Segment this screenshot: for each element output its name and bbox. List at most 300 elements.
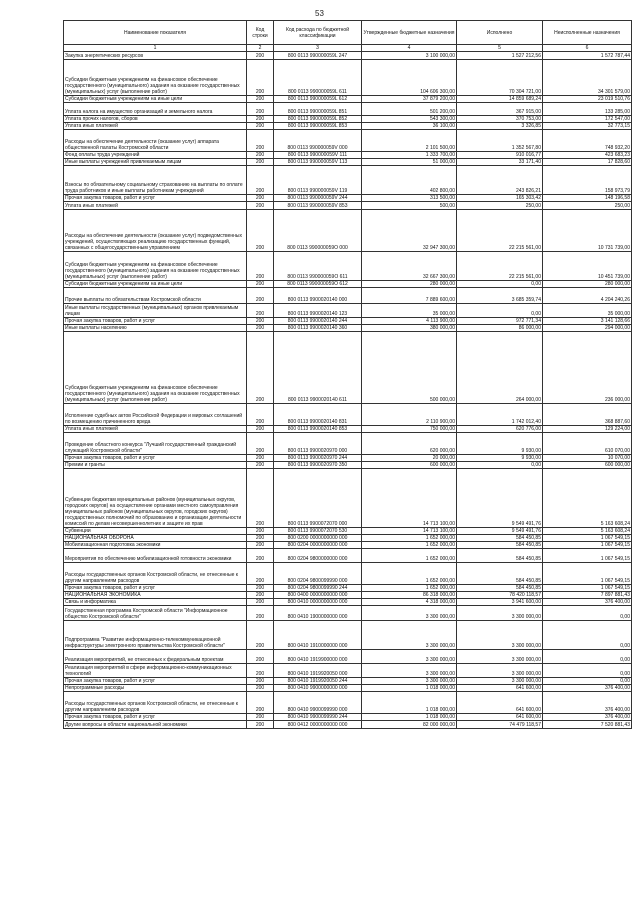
row-name: Уплата иных платежей [64, 123, 247, 130]
row-unexecuted-amount: 1 067 549,15 [543, 585, 632, 592]
row-name: Непрограммные расходы [64, 685, 247, 692]
row-code: 200 [247, 714, 274, 721]
row-unexecuted-amount: 423 683,23 [543, 152, 632, 159]
row-approved-amount: 82 000 000,00 [362, 721, 457, 729]
row-executed-amount: 3 300 000,00 [457, 621, 543, 650]
row-executed-amount: 9 549 491,76 [457, 528, 543, 535]
row-name: Премии и гранты [64, 462, 247, 469]
page-number: 53 [315, 9, 324, 18]
row-unexecuted-amount: 376 400,00 [543, 599, 632, 606]
row-name: Прочая закупка товаров, работ и услуг [64, 455, 247, 462]
row-executed-amount: 264 000,00 [457, 332, 543, 404]
row-approved-amount: 3 300 000,00 [362, 606, 457, 621]
row-code: 200 [247, 304, 274, 318]
table-row [64, 528, 632, 535]
row-executed-amount: 250,00 [457, 202, 543, 210]
table-row [64, 721, 632, 729]
row-approved-amount: 600 000,00 [362, 462, 457, 469]
row-classification-code: 800 0113 990000059O 000 [274, 210, 362, 252]
row-unexecuted-amount: 600 000,00 [543, 462, 632, 469]
row-unexecuted-amount: 236 000,00 [543, 332, 632, 404]
row-unexecuted-amount: 32 773,15 [543, 123, 632, 130]
row-approved-amount: 14 713 100,00 [362, 528, 457, 535]
row-executed-amount: 9 930,00 [457, 455, 543, 462]
row-code: 200 [247, 685, 274, 692]
row-approved-amount: 501 200,00 [362, 103, 457, 116]
row-executed-amount: 78 420 118,57 [457, 592, 543, 599]
row-name: Уплата прочих налогов, сборов [64, 116, 247, 123]
row-classification-code: 800 0113 990000059V 853 [274, 202, 362, 210]
row-unexecuted-amount: 7 897 881,43 [543, 592, 632, 599]
table-row [64, 332, 632, 404]
row-executed-amount: 367 915,00 [457, 103, 543, 116]
row-code: 200 [247, 404, 274, 426]
row-name: Прочая закупка товаров, работ и услуг [64, 585, 247, 592]
header-unexecuted: Неисполненные назначения [543, 21, 632, 45]
row-code: 200 [247, 606, 274, 621]
row-code: 200 [247, 599, 274, 606]
row-approved-amount: 3 300 000,00 [362, 621, 457, 650]
row-approved-amount: 750 000,00 [362, 426, 457, 433]
row-code: 200 [247, 678, 274, 685]
table-row [64, 606, 632, 621]
row-classification-code: 800 0410 1900000000 000 [274, 606, 362, 621]
table-row [64, 166, 632, 195]
row-approved-amount: 36 100,00 [362, 123, 457, 130]
row-classification-code: 800 0113 9900020140 244 [274, 318, 362, 325]
table-row [64, 650, 632, 664]
column-number: 6 [543, 45, 632, 52]
table-row [64, 152, 632, 159]
row-approved-amount: 620 000,00 [362, 433, 457, 455]
budget-execution-table [63, 20, 632, 729]
row-approved-amount: 500 000,00 [362, 332, 457, 404]
row-executed-amount: 0,00 [457, 304, 543, 318]
table-row [64, 592, 632, 599]
table-row [64, 60, 632, 96]
row-executed-amount: 165 303,42 [457, 195, 543, 202]
row-classification-code: 800 0113 9900020140 831 [274, 404, 362, 426]
row-code: 200 [247, 96, 274, 103]
row-name: НАЦИОНАЛЬНАЯ ОБОРОНА [64, 535, 247, 542]
row-executed-amount: 584 450,85 [457, 542, 543, 549]
row-approved-amount: 500,00 [362, 202, 457, 210]
row-name: Фонд оплаты труда учреждений [64, 152, 247, 159]
column-number: 2 [247, 45, 274, 52]
header-name: Наименование показателя [64, 21, 247, 45]
row-executed-amount: 243 826,21 [457, 166, 543, 195]
row-executed-amount: 370 753,00 [457, 116, 543, 123]
row-classification-code: 800 0113 990000059L 611 [274, 60, 362, 96]
row-approved-amount: 1 652 000,00 [362, 563, 457, 585]
row-classification-code: 800 0113 990000059V 000 [274, 130, 362, 152]
row-unexecuted-amount: 1 067 549,15 [543, 535, 632, 542]
row-executed-amount: 620 776,00 [457, 426, 543, 433]
row-approved-amount: 3 100 000,00 [362, 52, 457, 60]
row-unexecuted-amount: 23 019 510,76 [543, 96, 632, 103]
row-classification-code: 800 0113 990000059O 612 [274, 281, 362, 288]
row-executed-amount: 641 600,00 [457, 692, 543, 714]
row-unexecuted-amount: 1 067 549,15 [543, 549, 632, 563]
row-unexecuted-amount: 10 451 739,00 [543, 252, 632, 281]
row-classification-code: 800 0410 0000000000 000 [274, 599, 362, 606]
row-classification-code: 800 0113 990000059L 247 [274, 52, 362, 60]
row-executed-amount: 0,00 [457, 462, 543, 469]
row-unexecuted-amount: 5 163 608,24 [543, 528, 632, 535]
table-row [64, 210, 632, 252]
row-executed-amount: 641 600,00 [457, 714, 543, 721]
table-row [64, 563, 632, 585]
row-unexecuted-amount: 1 067 549,15 [543, 542, 632, 549]
row-classification-code: 800 0113 9900020140 853 [274, 426, 362, 433]
row-name: Связь и информатика [64, 599, 247, 606]
row-name: Уплата налога на имущество организаций и земельного налога [64, 103, 247, 116]
table-row [64, 195, 632, 202]
table-row [64, 685, 632, 692]
row-name: Иные выплаты учреждений привлекаемым лицам [64, 159, 247, 166]
row-approved-amount: 1 018 000,00 [362, 692, 457, 714]
row-code: 200 [247, 288, 274, 304]
row-name: НАЦИОНАЛЬНАЯ ЭКОНОМИКА [64, 592, 247, 599]
table-row [64, 52, 632, 60]
row-code: 200 [247, 563, 274, 585]
row-name: Прочая закупка товаров, работ и услуг [64, 318, 247, 325]
row-unexecuted-amount: 172 547,00 [543, 116, 632, 123]
row-unexecuted-amount: 376 400,00 [543, 714, 632, 721]
row-name: Расходы государственных органов Костромской области, не отнесенные к другим направлениям расходов [64, 692, 247, 714]
row-executed-amount: 3 941 600,00 [457, 599, 543, 606]
row-code: 200 [247, 426, 274, 433]
table-row [64, 103, 632, 116]
row-code: 200 [247, 692, 274, 714]
row-classification-code: 800 0204 9800099990 244 [274, 585, 362, 592]
row-unexecuted-amount: 10 070,00 [543, 455, 632, 462]
row-name: Иные выплаты населению [64, 325, 247, 332]
row-name: Подпрограмма "Развитие информационно-телекоммуникационной инфраструктуры электронного правительства Костромской области" [64, 621, 247, 650]
row-name: Субсидии бюджетным учреждениям на финансовое обеспечение государственного (муниципального) задания на оказание государственных (муниципальных) услуг (выполнение работ) [64, 332, 247, 404]
row-approved-amount: 4 113 900,00 [362, 318, 457, 325]
row-name: Расходы на обеспечение деятельности (оказание услуг) подведомственных учреждений, осуществляющих реализацию государственных функций, связанных с общегосударственным управлением [64, 210, 247, 252]
row-approved-amount: 2 110 900,00 [362, 404, 457, 426]
row-unexecuted-amount: 0,00 [543, 606, 632, 621]
row-classification-code: 800 0410 1919900000 000 [274, 650, 362, 664]
row-approved-amount: 1 652 000,00 [362, 585, 457, 592]
row-code: 200 [247, 252, 274, 281]
row-approved-amount: 20 000,00 [362, 455, 457, 462]
row-code: 200 [247, 585, 274, 592]
row-classification-code: 800 0113 990000059L 612 [274, 96, 362, 103]
row-classification-code: 800 0410 1910000000 000 [274, 621, 362, 650]
row-approved-amount: 37 879 200,00 [362, 96, 457, 103]
row-name: Расходы государственных органов Костромской области, не отнесенные к другим направлениям расходов [64, 563, 247, 585]
row-name: Закупка энергетических ресурсов [64, 52, 247, 60]
table-row [64, 535, 632, 542]
row-unexecuted-amount: 17 828,60 [543, 159, 632, 166]
row-approved-amount: 543 300,00 [362, 116, 457, 123]
table-row [64, 325, 632, 332]
row-executed-amount: 33 171,40 [457, 159, 543, 166]
row-classification-code: 800 0113 9900020140 360 [274, 325, 362, 332]
row-name: Реализация мероприятий в сфере информационно-коммуникационных технологий [64, 664, 247, 678]
row-classification-code: 800 0113 990000059V 111 [274, 152, 362, 159]
table-row [64, 426, 632, 433]
row-classification-code: 800 0113 9900020970 000 [274, 433, 362, 455]
row-approved-amount: 2 101 500,00 [362, 130, 457, 152]
row-code: 200 [247, 592, 274, 599]
row-classification-code: 800 0410 1919920050 244 [274, 678, 362, 685]
row-code: 200 [247, 433, 274, 455]
row-approved-amount: 86 318 000,00 [362, 592, 457, 599]
row-code: 200 [247, 469, 274, 528]
row-executed-amount: 3 300 000,00 [457, 664, 543, 678]
row-unexecuted-amount: 0,00 [543, 664, 632, 678]
row-name: Иные выплаты государственных (муниципальных) органов привлекаемым лицам [64, 304, 247, 318]
row-code: 200 [247, 535, 274, 542]
table-header-row [64, 21, 632, 45]
row-name: Государственная программа Костромской области "Информационное общество Костромской области" [64, 606, 247, 621]
row-executed-amount: 3 300 000,00 [457, 678, 543, 685]
row-classification-code: 800 0412 0000000000 000 [274, 721, 362, 729]
header-code: Код строки [247, 21, 274, 45]
table-row [64, 288, 632, 304]
table-row [64, 202, 632, 210]
row-classification-code: 800 0113 9900020970 244 [274, 455, 362, 462]
row-classification-code: 800 0113 9900020140 123 [274, 304, 362, 318]
row-name: Субсидии бюджетным учреждениям на финансовое обеспечение государственного (муниципального) задания на оказание государственных (муниципальных) услуг (выполнение работ) [64, 60, 247, 96]
row-executed-amount: 22 215 561,00 [457, 252, 543, 281]
row-classification-code: 800 0200 0000000000 000 [274, 535, 362, 542]
row-executed-amount: 972 771,34 [457, 318, 543, 325]
table-row [64, 116, 632, 123]
table-row [64, 304, 632, 318]
row-approved-amount: 35 000,00 [362, 304, 457, 318]
table-row [64, 130, 632, 152]
table-row [64, 664, 632, 678]
row-code: 200 [247, 549, 274, 563]
row-name: Субвенции [64, 528, 247, 535]
row-classification-code: 800 0410 9900099990 244 [274, 714, 362, 721]
row-executed-amount: 910 016,77 [457, 152, 543, 159]
row-unexecuted-amount: 250,00 [543, 202, 632, 210]
row-code: 200 [247, 325, 274, 332]
row-approved-amount: 1 652 000,00 [362, 549, 457, 563]
row-approved-amount: 280 000,00 [362, 281, 457, 288]
row-name: Прочая закупка товаров, работ и услуг [64, 195, 247, 202]
row-code: 200 [247, 210, 274, 252]
table-row [64, 404, 632, 426]
row-name: Прочие выплаты по обязательствам Костромской области [64, 288, 247, 304]
row-name: Взносы по обязательному социальному страхованию на выплаты по оплате труда работников и иные выплаты работникам учреждений [64, 166, 247, 195]
row-approved-amount: 380 000,00 [362, 325, 457, 332]
row-classification-code: 800 0113 990000059V 244 [274, 195, 362, 202]
row-classification-code: 800 0113 990000059L 853 [274, 123, 362, 130]
row-unexecuted-amount: 34 301 579,00 [543, 60, 632, 96]
row-executed-amount: 9 930,00 [457, 433, 543, 455]
header-approved: Утвержденные бюджетные назначения [362, 21, 457, 45]
row-unexecuted-amount: 610 070,00 [543, 433, 632, 455]
row-approved-amount: 3 300 000,00 [362, 650, 457, 664]
row-unexecuted-amount: 748 932,20 [543, 130, 632, 152]
row-code: 200 [247, 542, 274, 549]
row-executed-amount: 3 326,85 [457, 123, 543, 130]
row-approved-amount: 3 300 000,00 [362, 664, 457, 678]
row-approved-amount: 313 500,00 [362, 195, 457, 202]
table-row [64, 281, 632, 288]
row-executed-amount: 1 742 012,40 [457, 404, 543, 426]
row-name: Субсидии бюджетным учреждениям на иные цели [64, 96, 247, 103]
table-row [64, 599, 632, 606]
table-row [64, 542, 632, 549]
row-approved-amount: 32 667 300,00 [362, 252, 457, 281]
row-classification-code: 800 0113 990000059L 851 [274, 103, 362, 116]
row-approved-amount: 51 000,00 [362, 159, 457, 166]
row-classification-code: 800 0204 0000000000 000 [274, 542, 362, 549]
row-code: 200 [247, 318, 274, 325]
row-approved-amount: 4 318 000,00 [362, 599, 457, 606]
table-row [64, 678, 632, 685]
row-approved-amount: 32 947 300,00 [362, 210, 457, 252]
row-name: Проведение областного конкурса "Лучший государственный гражданский служащий Костромской области" [64, 433, 247, 455]
row-name: Мобилизационная подготовка экономики [64, 542, 247, 549]
table-row [64, 621, 632, 650]
row-name: Прочая закупка товаров, работ и услуг [64, 678, 247, 685]
table-row [64, 692, 632, 714]
row-code: 200 [247, 123, 274, 130]
row-executed-amount: 22 215 561,00 [457, 210, 543, 252]
row-name: Расходы на обеспечение деятельности (оказание услуг) аппарата общественной палаты Костромской области [64, 130, 247, 152]
row-classification-code: 800 0113 990000059V 119 [274, 166, 362, 195]
row-classification-code: 800 0400 0000000000 000 [274, 592, 362, 599]
row-name: Субвенции бюджетам муниципальных районов (муниципальных округов, городских округов) на осуществление органами местного самоуправления муниципальных районов (муниципальных округов, городских округов) государственных полномочий по образованию и организации деятельности комиссий по делам несовершеннолетних и защите их прав [64, 469, 247, 528]
row-unexecuted-amount: 1 572 787,44 [543, 52, 632, 60]
header-executed: Исполнено [457, 21, 543, 45]
row-approved-amount: 1 652 000,00 [362, 542, 457, 549]
table-row [64, 549, 632, 563]
row-executed-amount: 86 000,00 [457, 325, 543, 332]
table-row [64, 252, 632, 281]
row-code: 200 [247, 621, 274, 650]
row-unexecuted-amount: 5 163 608,24 [543, 469, 632, 528]
row-approved-amount: 1 652 000,00 [362, 535, 457, 542]
row-unexecuted-amount: 0,00 [543, 678, 632, 685]
row-executed-amount: 1 352 567,80 [457, 130, 543, 152]
table-row [64, 462, 632, 469]
header-classification: Код расхода по бюджетной классификации [274, 21, 362, 45]
row-approved-amount: 14 713 100,00 [362, 469, 457, 528]
row-executed-amount: 584 450,85 [457, 585, 543, 592]
row-classification-code: 800 0204 9800000000 000 [274, 549, 362, 563]
row-classification-code: 800 0113 990000059L 852 [274, 116, 362, 123]
row-executed-amount: 70 304 721,00 [457, 60, 543, 96]
row-classification-code: 800 0113 9900072070 530 [274, 528, 362, 535]
column-number: 3 [274, 45, 362, 52]
row-unexecuted-amount: 35 000,00 [543, 304, 632, 318]
row-executed-amount: 14 859 689,24 [457, 96, 543, 103]
row-approved-amount: 104 606 300,00 [362, 60, 457, 96]
row-unexecuted-amount: 1 067 549,15 [543, 563, 632, 585]
row-executed-amount: 584 450,85 [457, 549, 543, 563]
row-code: 200 [247, 166, 274, 195]
row-name: Субсидии бюджетным учреждениям на иные цели [64, 281, 247, 288]
row-classification-code: 800 0410 9900000000 000 [274, 685, 362, 692]
row-unexecuted-amount: 376 400,00 [543, 692, 632, 714]
table-row [64, 123, 632, 130]
row-unexecuted-amount: 0,00 [543, 621, 632, 650]
row-code: 200 [247, 103, 274, 116]
row-unexecuted-amount: 368 887,60 [543, 404, 632, 426]
row-unexecuted-amount: 3 141 128,66 [543, 318, 632, 325]
row-classification-code: 800 0410 1919920050 000 [274, 664, 362, 678]
row-executed-amount: 9 549 491,76 [457, 469, 543, 528]
row-name: Мероприятия по обеспечению мобилизационной готовности экономики [64, 549, 247, 563]
row-unexecuted-amount: 4 204 240,26 [543, 288, 632, 304]
column-number: 5 [457, 45, 543, 52]
row-unexecuted-amount: 129 224,00 [543, 426, 632, 433]
table-row [64, 469, 632, 528]
row-unexecuted-amount: 7 520 881,43 [543, 721, 632, 729]
row-code: 200 [247, 195, 274, 202]
row-classification-code: 800 0113 9900020140 611 [274, 332, 362, 404]
row-executed-amount: 3 685 359,74 [457, 288, 543, 304]
row-executed-amount: 0,00 [457, 281, 543, 288]
row-code: 200 [247, 664, 274, 678]
row-classification-code: 800 0113 9900072070 000 [274, 469, 362, 528]
row-classification-code: 800 0113 990000059V 113 [274, 159, 362, 166]
row-unexecuted-amount: 376 400,00 [543, 685, 632, 692]
row-executed-amount: 3 300 000,00 [457, 650, 543, 664]
row-approved-amount: 1 018 000,00 [362, 685, 457, 692]
row-code: 200 [247, 116, 274, 123]
table-row [64, 585, 632, 592]
table-row [64, 159, 632, 166]
row-classification-code: 800 0113 9900020970 350 [274, 462, 362, 469]
row-approved-amount: 7 889 600,00 [362, 288, 457, 304]
row-code: 200 [247, 332, 274, 404]
row-unexecuted-amount: 158 973,79 [543, 166, 632, 195]
table-row [64, 96, 632, 103]
row-code: 200 [247, 152, 274, 159]
row-approved-amount: 1 018 000,00 [362, 714, 457, 721]
row-name: Прочая закупка товаров, работ и услуг [64, 714, 247, 721]
row-code: 200 [247, 650, 274, 664]
row-classification-code: 800 0204 9800099990 000 [274, 563, 362, 585]
row-unexecuted-amount: 0,00 [543, 650, 632, 664]
row-code: 200 [247, 202, 274, 210]
row-name: Другие вопросы в области национальной экономики [64, 721, 247, 729]
row-approved-amount: 402 800,00 [362, 166, 457, 195]
column-number-row [64, 45, 632, 52]
row-executed-amount: 3 300 000,00 [457, 606, 543, 621]
row-unexecuted-amount: 10 731 739,00 [543, 210, 632, 252]
row-code: 200 [247, 528, 274, 535]
row-code: 200 [247, 462, 274, 469]
row-executed-amount: 74 479 118,57 [457, 721, 543, 729]
row-code: 200 [247, 60, 274, 96]
row-executed-amount: 584 450,85 [457, 535, 543, 542]
column-number: 1 [64, 45, 247, 52]
row-name: Уплата иных платежей [64, 202, 247, 210]
row-name: Реализация мероприятий, не отнесенных к федеральным проектам [64, 650, 247, 664]
row-code: 200 [247, 52, 274, 60]
row-code: 200 [247, 281, 274, 288]
row-code: 200 [247, 130, 274, 152]
row-name: Уплата иных платежей [64, 426, 247, 433]
table-row [64, 318, 632, 325]
row-code: 200 [247, 455, 274, 462]
row-unexecuted-amount: 148 196,58 [543, 195, 632, 202]
row-code: 200 [247, 721, 274, 729]
row-approved-amount: 3 300 000,00 [362, 678, 457, 685]
